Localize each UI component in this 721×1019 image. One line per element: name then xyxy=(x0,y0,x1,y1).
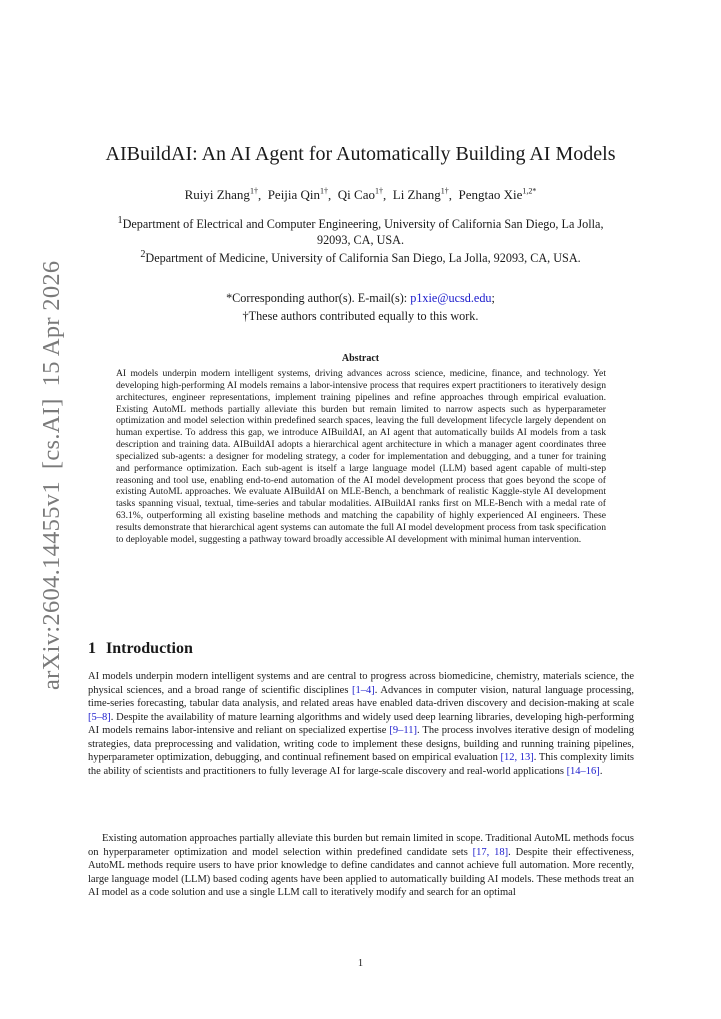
author: Qi Cao$^{1\dagger}$ xyxy=(337,187,383,203)
arxiv-id: arXiv:2604.14455v1 xyxy=(38,481,65,690)
section-heading: 1 Introduction xyxy=(88,640,193,657)
citation-link[interactable]: [5–8] xyxy=(88,711,111,723)
page-number: 1 xyxy=(357,958,364,969)
author: Li Zhang$^{1\dagger}$ xyxy=(392,187,449,203)
equal-contribution-note: †These authors contributed equally to this work. xyxy=(242,309,479,323)
citation-link[interactable]: [1–4] xyxy=(352,684,375,696)
author-list: Ruiyi Zhang$^{1\dagger}$, Peijia Qin$^{1\dagger}$, Qi Cao$^{1\dagger}$, Li Zhang$^{1\dagger}$, Pengtao Xie$^{1,2*}$ xyxy=(184,187,537,203)
citation-link[interactable]: [12, 13] xyxy=(500,752,534,763)
arxiv-category: [cs.AI] xyxy=(38,398,65,470)
author: Ruiyi Zhang$^{1\dagger}$ xyxy=(184,187,258,203)
citation-link[interactable]: [14–16] xyxy=(566,765,600,777)
author: Pengtao Xie$^{1,2*}$ xyxy=(458,187,537,203)
arxiv-date: 15 Apr 2026 xyxy=(38,260,65,387)
author: Peijia Qin$^{1\dagger}$ xyxy=(267,187,329,203)
intro-paragraph-2: Existing automation approaches partially alleviate this burden but remain limited in scope. Traditional AutoML methods focus on hyperparameter optimization and model selection within predefined candidate sets [17, 18]. Despite their effectiveness, AutoML methods require users to have prior knowledge to define candidates and cannot achieve full automation. More recently, large language model (LLM) based coding agents have been applied to automatically building AI models. These methods treat an AI model as a code solution and use a single LLM call to iteratively modify and search for an optimal xyxy=(88,833,634,898)
citation-link[interactable]: [17, 18] xyxy=(472,846,509,858)
citation-link[interactable]: [9–11] xyxy=(389,725,417,736)
paper-title: AIBuildAI: An AI Agent for Automatically Building AI Models xyxy=(105,143,616,165)
affiliation: $^2$Department of Medicine, University of California San Diego, La Jolla, 92093, CA, USA. xyxy=(140,249,581,266)
affiliation: $^1$Department of Electrical and Computer Engineering, University of California San Diego, La Jolla, 92093, CA, USA. xyxy=(117,215,604,248)
intro-paragraph-1: AI models underpin modern intelligent systems and are central to progress across biomedicine, chemistry, materials science, the physical sciences, and a broad range of scientific disciplines [1–4]. Advances in computer vision, natural language processing, time-series forecasting, tabular data analysis, and related areas have enabled data-driven discovery and decision-making at scale [5–8]. Despite the availability of mature learning algorithms and widely used deep learning libraries, developing high-performing AI models remains labor-intensive and reliant on specialized expertise [9–11]. The process involves iterative design of modeling strategies, data preprocessing and validation, writing code to implement these designs, building and running training pipelines, hyperparameter optimization, debugging, and continual refinement based on empirical evaluation [12, 13]. This complexity limits the ability of scientists and practitioners to fully leverage AI for large-scale discovery and real-world applications [14–16]. xyxy=(88,671,635,777)
email-link[interactable]: p1xie@ucsd.edu xyxy=(410,291,492,305)
corresponding-author: *Corresponding author(s). E-mail(s): p1xie@ucsd.edu; xyxy=(226,291,495,305)
abstract-text: AI models underpin modern intelligent systems, driving advances across science, medicine, finance, and technology. Yet developing high-performing AI models remains a labor-intensive process that requires expert practitioners to iteratively design architectures, engineer representations, implement training pipelines and refine approaches through empirical evaluation. Existing AutoML methods partially alleviate this burden but remain limited to narrow aspects such as hyperparameter optimization and model selection within predefined search spaces, leaving the full development lifecycle largely dependent on human expertise. To address this gap, we introduce AIBuildAI, an AI agent that automatically builds AI models from a task description and training data. AIBuildAI adopts a hierarchical agent architecture in which a manager agent coordinates three specialized sub-agents: a designer for modeling strategy, a coder for implementation and debugging, and a tuner for training and performance optimization. Each sub-agent is itself a large language model (LLM) based agent capable of multi-step reasoning and tool use, enabling end-to-end automation of the AI model development process that goes beyond the scope of existing AutoML approaches. We evaluate AIBuildAI on MLE-Bench, a benchmark of realistic Kaggle-style AI development tasks spanning visual, textual, time-series and tabular modalities. AIBuildAI ranks first on MLE-Bench with a medal rate of 63.1%, outperforming all existing baseline methods and matching the capability of highly experienced AI engineers. These results demonstrate that hierarchical agent systems can automate the full AI model development process from task specification to deployable model, suggesting a pathway toward broadly accessible AI development with minimal human intervention. xyxy=(116,368,606,545)
abstract-heading: Abstract xyxy=(341,353,380,364)
